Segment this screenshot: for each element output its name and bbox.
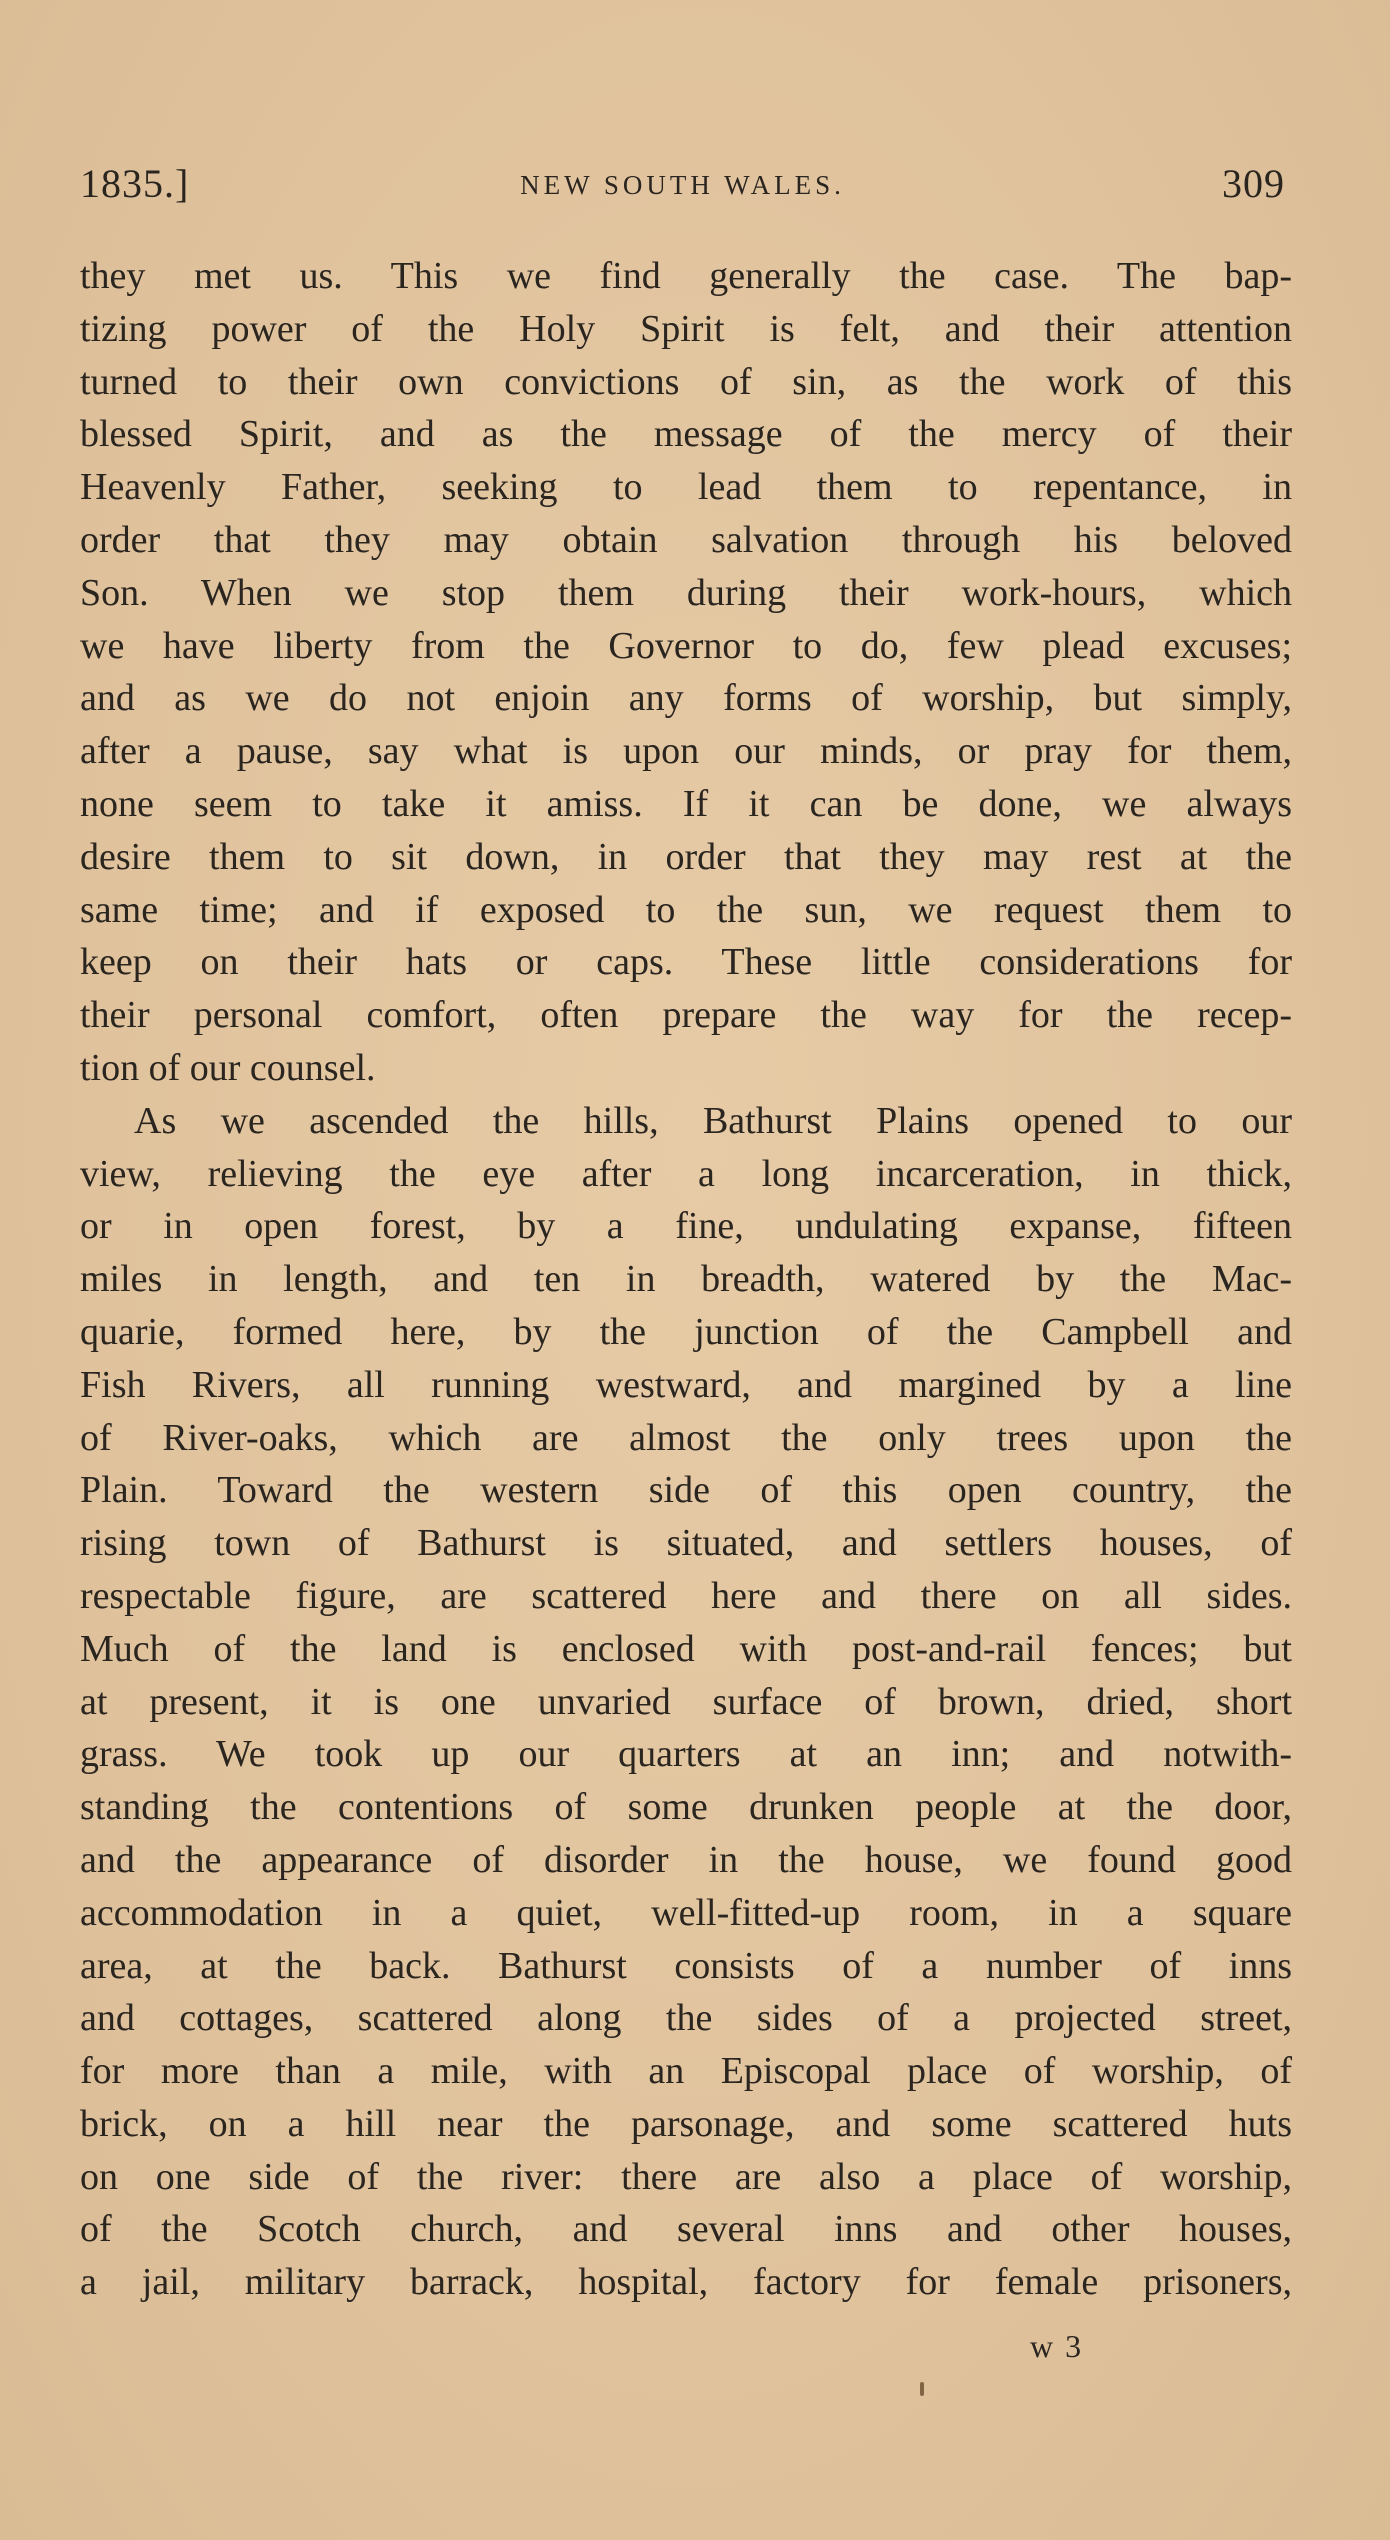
text-line: or in open forest, by a fine, undulating expanse, fifteen bbox=[80, 1205, 1292, 1248]
text-line: and the appearance of disorder in the house, we found good bbox=[80, 1838, 1292, 1881]
text-line: their personal comfort, often prepare the way for the recep- bbox=[80, 994, 1292, 1037]
text-line: tizing power of the Holy Spirit is felt, and their attention bbox=[80, 307, 1292, 350]
text-line: of River-oaks, which are almost the only trees upon the bbox=[80, 1416, 1292, 1459]
ink-speck bbox=[920, 2382, 924, 2396]
text-line: for more than a mile, with an Episcopal place of worship, of bbox=[80, 2050, 1292, 2093]
text-line: and as we do not enjoin any forms of worship, but simply, bbox=[80, 677, 1292, 720]
text-line: standing the contentions of some drunken people at the door, bbox=[80, 1786, 1292, 1829]
text-line: rising town of Bathurst is situated, and settlers houses, of bbox=[80, 1522, 1292, 1565]
text-line: accommodation in a quiet, well-fitted-up room, in a square bbox=[80, 1891, 1292, 1934]
text-line: area, at the back. Bathurst consists of a number of inns bbox=[80, 1944, 1292, 1987]
signature-mark: w 3 bbox=[1030, 2328, 1084, 2364]
text-line: blessed Spirit, and as the message of the mercy of their bbox=[80, 413, 1292, 456]
text-line: As we ascended the hills, Bathurst Plains opened to our bbox=[134, 1099, 1292, 1142]
text-line: desire them to sit down, in order that they may rest at the bbox=[80, 835, 1292, 878]
header-title: NEW SOUTH WALES. bbox=[520, 170, 845, 200]
text-line: a jail, military barrack, hospital, factory for female prisoners, bbox=[80, 2261, 1292, 2304]
text-line: Heavenly Father, seeking to lead them to repentance, in bbox=[80, 466, 1292, 509]
text-line: they met us. This we find generally the case. The bap- bbox=[80, 255, 1292, 297]
text-line: Plain. Toward the western side of this open country, the bbox=[80, 1469, 1292, 1512]
page-number: 309 bbox=[1222, 161, 1285, 206]
text-line: view, relieving the eye after a long incarceration, in thick, bbox=[80, 1152, 1292, 1195]
text-line: Son. When we stop them during their work-hours, which bbox=[80, 571, 1292, 614]
running-header bbox=[80, 160, 1285, 220]
text-line: of the Scotch church, and several inns and other houses, bbox=[80, 2208, 1292, 2251]
text-line: tion of our counsel. bbox=[80, 1046, 376, 1089]
text-line: after a pause, say what is upon our minds, or pray for them, bbox=[80, 730, 1292, 773]
text-line: none seem to take it amiss. If it can be done, we always bbox=[80, 782, 1292, 825]
text-line: keep on their hats or caps. These little considerations for bbox=[80, 941, 1292, 984]
text-line: order that they may obtain salvation through his beloved bbox=[80, 518, 1292, 561]
text-line: same time; and if exposed to the sun, we request them to bbox=[80, 888, 1292, 931]
text-line: Fish Rivers, all running westward, and margined by a line bbox=[80, 1363, 1292, 1406]
text-line: grass. We took up our quarters at an inn; and notwith- bbox=[80, 1733, 1292, 1776]
text-line: Much of the land is enclosed with post-and-rail fences; but bbox=[80, 1627, 1292, 1670]
text-line: and cottages, scattered along the sides of a projected street, bbox=[80, 1997, 1292, 2040]
text-line: turned to their own convictions of sin, as the work of this bbox=[80, 360, 1292, 403]
text-line: brick, on a hill near the parsonage, and some scattered huts bbox=[80, 2102, 1292, 2145]
text-line: we have liberty from the Governor to do, few plead excuses; bbox=[80, 624, 1292, 667]
text-line: respectable figure, are scattered here and there on all sides. bbox=[80, 1574, 1292, 1617]
body-text bbox=[80, 250, 1292, 2309]
text-line: miles in length, and ten in breadth, watered by the Mac- bbox=[80, 1258, 1292, 1301]
text-line: on one side of the river: there are also a place of worship, bbox=[80, 2155, 1292, 2198]
text-line: quarie, formed here, by the junction of the Campbell and bbox=[80, 1310, 1292, 1353]
text-line: at present, it is one unvaried surface of brown, dried, short bbox=[80, 1680, 1292, 1723]
header-year: 1835.] bbox=[80, 161, 190, 206]
